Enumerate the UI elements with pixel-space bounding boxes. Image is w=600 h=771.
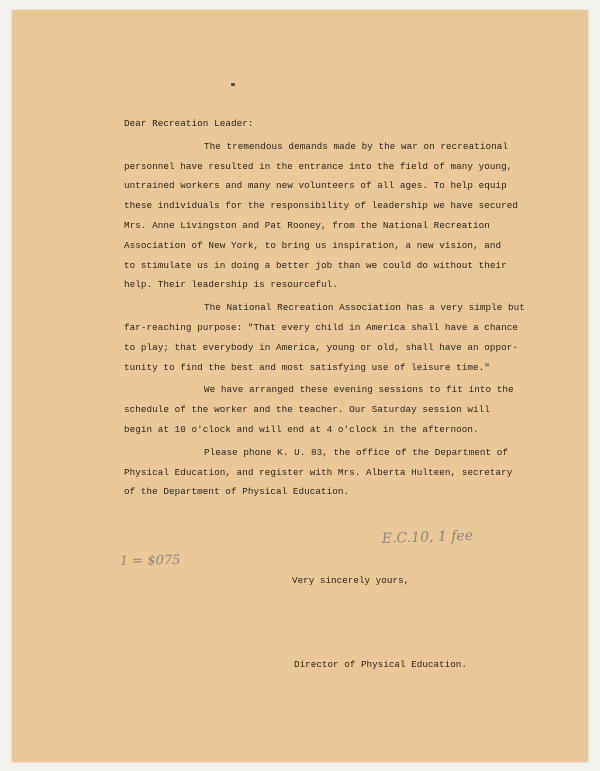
closing: Very sincerely yours, [292,575,410,586]
paragraph-line: Physical Education, and register with Mrs. Alberta Hulteen, secretary [124,466,513,478]
paragraph-line: these individuals for the responsibility of leadership we have secured [124,200,519,212]
letter-body [124,114,564,502]
paragraph-line: The National Recreation Association has a very simple but [204,302,525,314]
paragraph-line: untrained workers and many new volunteers of all ages. To help equip [124,180,507,192]
pencil-annotation [112,523,592,573]
paragraph-line: schedule of the worker and the teacher. Our Saturday session will [124,404,490,416]
ink-speck [231,83,235,86]
paragraph-line: We have arranged these evening sessions to fit into the [204,384,514,396]
paragraph-1 [124,137,564,295]
salutation: Dear Recreation Leader: [124,118,254,129]
paragraph-line: Please phone K. U. 83, the office of the Department of [204,446,508,458]
pencil-note-line-2: 1 = $075 [119,552,181,569]
paragraph-2 [124,298,564,377]
paragraph-line: to play; that everybody in America, young or old, shall have an oppor- [124,341,519,353]
letter-sheet [12,10,588,762]
paragraph-3 [124,380,564,439]
paragraph-line: begin at 10 o'clock and will end at 4 o'clock in the afternoon. [124,423,479,435]
paragraph-line: of the Department of Physical Education. [124,486,350,498]
paragraph-line: to stimulate us in doing a better job than we could do without their [124,259,507,271]
paragraph-line: Mrs. Anne Livingston and Pat Rooney, from the National Recreation [124,219,490,231]
paragraph-line: help. Their leadership is resourceful. [124,279,338,291]
paragraph-line: tunity to find the best and most satisfying use of leisure time." [124,361,490,373]
paragraph-4 [124,443,564,502]
paragraph-line: far-reaching purpose: "That every child in America shall have a chance [124,321,519,333]
paragraph-line: The tremendous demands made by the war on recreational [204,140,508,152]
paragraph-line: Association of New York, to bring us inspiration, a new vision, and [124,239,502,251]
pencil-note-line-1: E.C.10, 1 fee [381,527,474,547]
signature-title: Director of Physical Education. [294,659,467,670]
paragraph-line: personnel have resulted in the entrance into the field of many young, [124,160,513,172]
